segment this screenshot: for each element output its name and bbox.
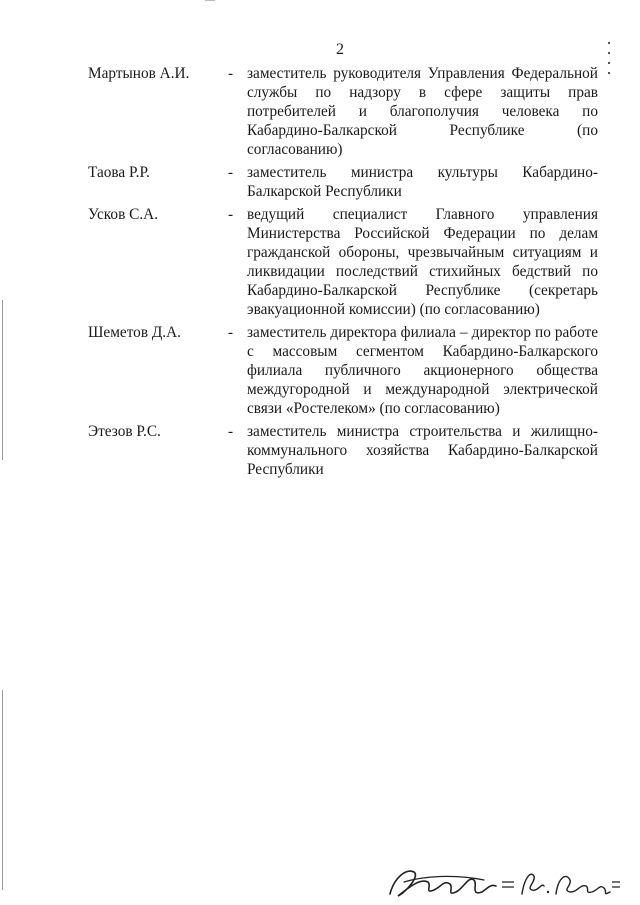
member-entry [88, 205, 598, 319]
member-position: ведущий специалист Главного управления Министерства Российской Федерации по делам гражданской обороны, чрезвычайным ситуациям и ликвидации последствий стихийных бедствий по Кабардино-Балкарской Республике (секретарь эвакуационной комиссии) (по согласованию) [247, 206, 598, 318]
member-position: заместитель директора филиала – директор по работе с массовым сегментом Кабардино-Балкарского филиала публичного акционерного общества междугородной и международной электрической связи «Ростелеком» (по согласованию) [247, 324, 598, 417]
dash-separator: - [228, 423, 234, 440]
member-name: Этезов Р.С. [88, 423, 161, 440]
member-entry [88, 422, 598, 479]
member-name: Таова Р.Р. [88, 164, 150, 181]
scan-edge-mark [2, 300, 3, 460]
member-position: заместитель руководителя Управления Федеральной службы по надзору в сфере защиты прав потребителей и благополучия человека по Кабардино-Балкарской Республике (по согласованию) [247, 65, 598, 158]
dash-separator: - [228, 164, 234, 181]
scan-edge-mark [2, 690, 3, 890]
dash-separator: - [228, 65, 234, 82]
member-position: заместитель министра культуры Кабардино-Балкарской Республики [247, 164, 598, 200]
member-entry [88, 64, 598, 159]
dash-separator: - [228, 324, 234, 341]
member-name: Шеметов Д.А. [88, 324, 181, 341]
commission-member-list [88, 64, 598, 483]
member-position: заместитель министра строительства и жилищно-коммунального хозяйства Кабардино-Балкарской Республики [247, 423, 598, 478]
page-number: 2 [336, 41, 344, 58]
member-entry [88, 163, 598, 201]
handwritten-signature [384, 858, 624, 904]
member-name: Мартынов А.И. [88, 65, 190, 82]
member-name: Усков С.А. [88, 206, 159, 223]
member-entry [88, 323, 598, 418]
scan-artifact-top [205, 0, 215, 1]
dash-separator: - [228, 206, 234, 223]
